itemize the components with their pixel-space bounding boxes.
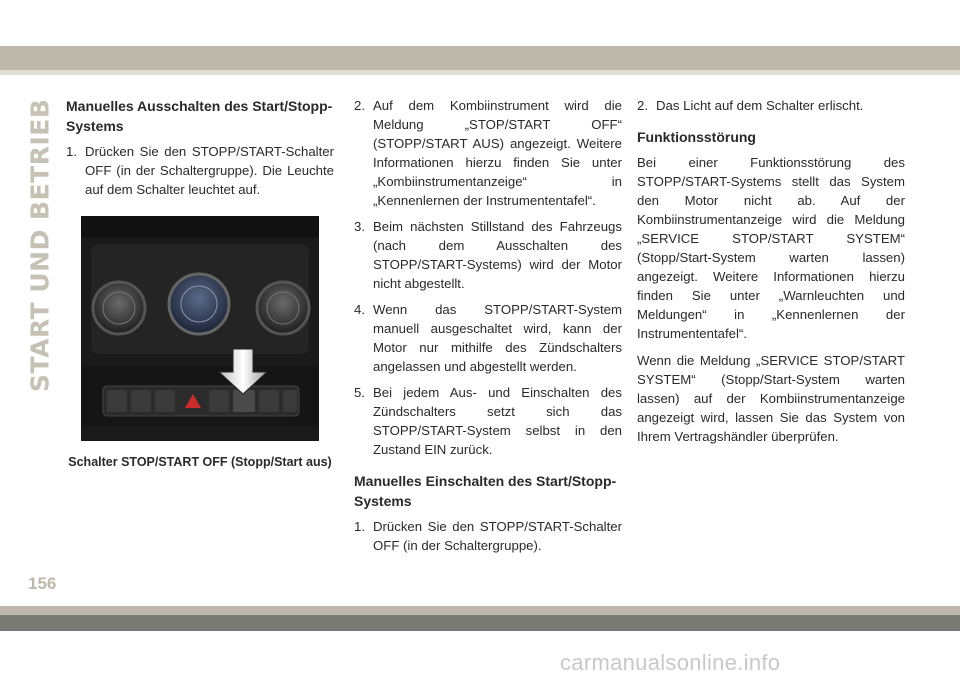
watermark: carmanualsonline.info [560,650,781,675]
top-band-light [0,70,960,75]
list-item [354,383,622,459]
item-text: Auf dem Kombiinstrument wird die Meldung „STOP/START OFF“ (STOPP/START AUS) angezeigt. Weitere Informationen hierzu finden Sie unter „Kombiinstrumentanzeige“ in „Kennenlernen der Instrumententafel“. [373,98,622,208]
heading-malfunction: Funktionsstörung [637,129,756,145]
list-item [354,517,622,555]
list-item [66,142,334,199]
item-number: 5. [354,385,365,400]
stop-start-switch-photo [81,216,319,441]
list-item [354,217,622,293]
item-number: 2. [354,98,365,113]
column-1 [66,96,334,470]
bottom-band [0,606,960,615]
column-3 [637,96,905,454]
heading-manual-off: Manuelles Ausschalten des Start/Stopp-Systems [66,98,333,134]
item-text: Drücken Sie den STOPP/START-Schalter OFF (in der Schaltergruppe). [373,519,622,553]
section-side-title: START UND BETRIEB [25,98,55,392]
page-number: 156 [28,574,57,593]
item-number: 1. [66,144,77,159]
item-text: Drücken Sie den STOPP/START-Schalter OFF (in der Schaltergruppe). Die Leuchte auf dem Schalter leuchtet auf. [85,144,334,197]
list-item [637,96,905,115]
item-number: 3. [354,219,365,234]
paragraph: Wenn die Meldung „SERVICE STOP/START SYSTEM“ (Stopp/Start-System warten lassen) auf der Kombiinstrumentanzeige angezeigt wird, lassen Sie das System von Ihrem Vertragshändler überprüfen. [637,353,905,444]
top-band [0,46,960,70]
item-number: 2. [637,98,648,113]
list-item [354,300,622,376]
item-text: Das Licht auf dem Schalter erlischt. [656,98,864,113]
column-2 [354,96,622,562]
item-number: 4. [354,302,365,317]
item-number: 1. [354,519,365,534]
item-text: Beim nächsten Stillstand des Fahrzeugs (nach dem Ausschalten des STOPP/START-Systems) wird der Motor nicht abgestellt. [373,219,622,291]
heading-manual-on: Manuelles Einschalten des Start/Stopp-Systems [354,473,617,509]
paragraph: Bei einer Funktionsstörung des STOPP/START-Systems stellt das System den Motor nicht ab. Auf der Kombiinstrumentanzeige wird die Meldung „SERVICE STOP/START SYSTEM“ (Stopp/Start-System warten lassen) angezeigt. Weitere Informationen hierzu finden Sie unter „Warnleuchten und Meldungen“ in „Kennenlernen der Instrumententafel“. [637,155,905,341]
list-item [354,96,622,210]
bottom-band-dark [0,615,960,631]
figure-caption: Schalter STOP/START OFF (Stopp/Start aus) [68,455,332,469]
item-text: Bei jedem Aus- und Einschalten des Zündschalters setzt sich das STOPP/START-System selbst in den Zustand EIN zurück. [373,385,622,457]
item-text: Wenn das STOPP/START-System manuell ausgeschaltet wird, kann der Motor nur mithilfe des Zündschalters angelassen und abgestellt werden. [373,302,622,374]
